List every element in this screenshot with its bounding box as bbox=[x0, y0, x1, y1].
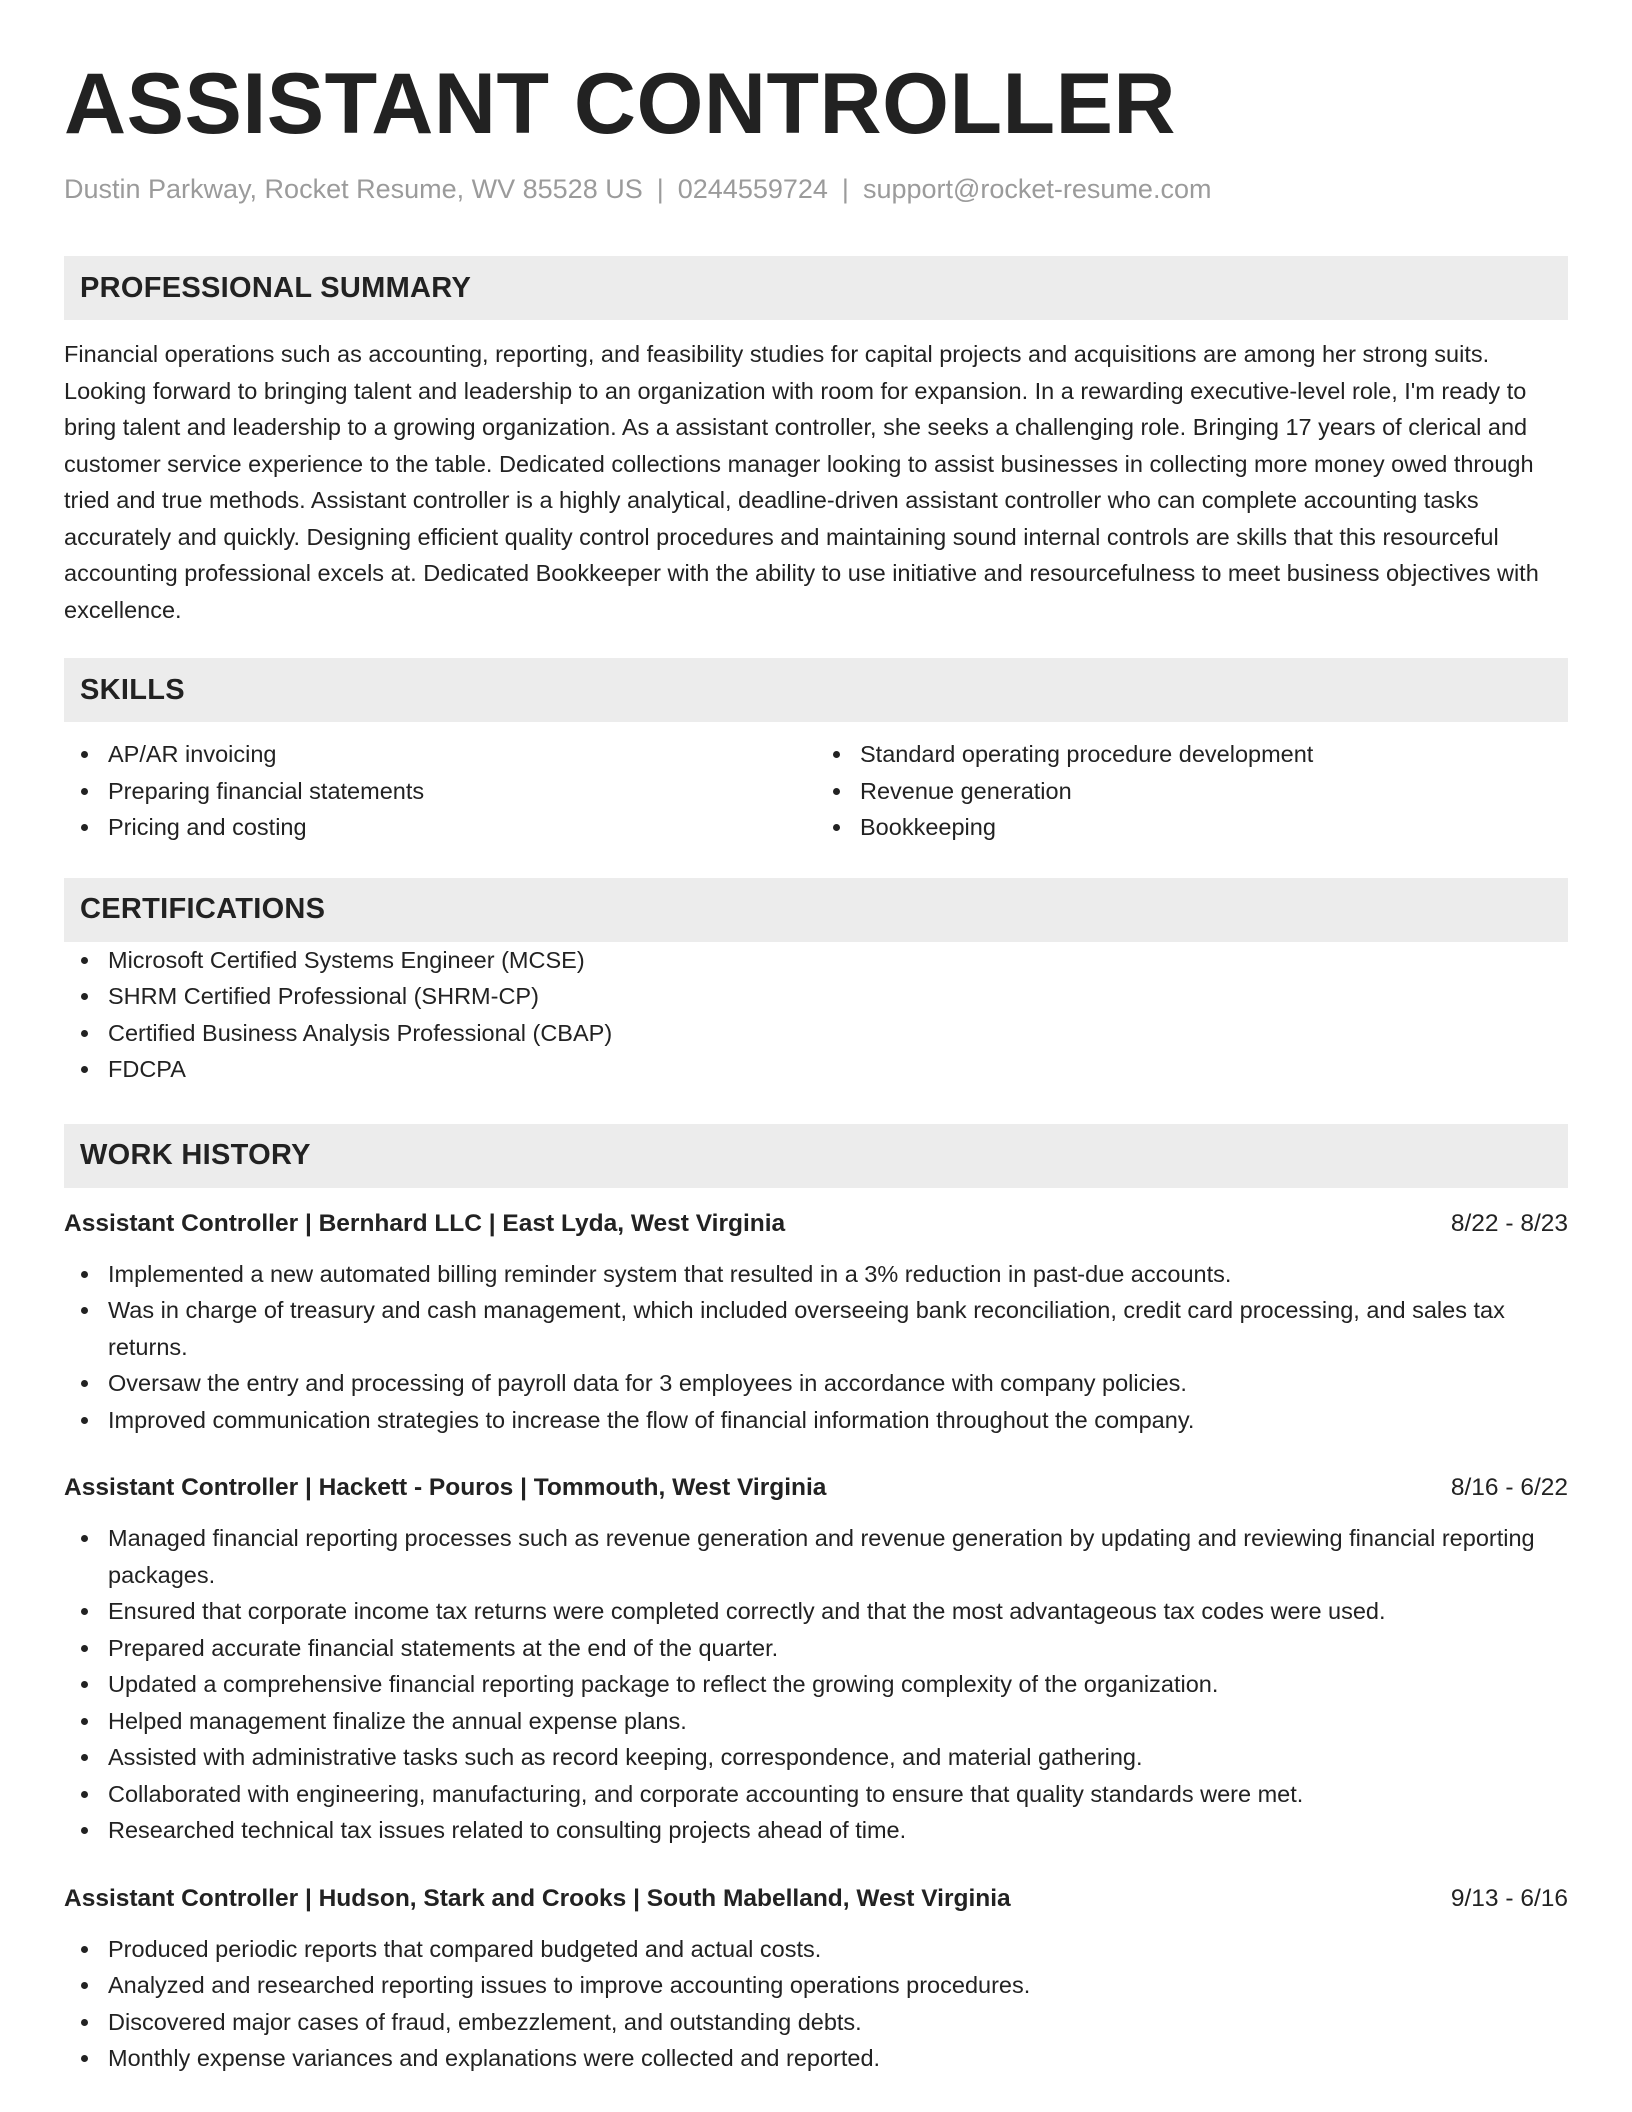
job-bullet: Monthly expense variances and explanations were collected and reported. bbox=[64, 2040, 1568, 2077]
job-bullets bbox=[64, 1256, 1568, 1439]
job-bullet: Managed financial reporting processes such as revenue generation and revenue generation by updating and reviewing financial reporting packages. bbox=[64, 1520, 1568, 1593]
skills-column-right bbox=[816, 736, 1568, 846]
job-header bbox=[64, 1883, 1568, 1915]
job-bullet: Implemented a new automated billing reminder system that resulted in a 3% reduction in past-due accounts. bbox=[64, 1256, 1568, 1293]
section-heading-skills: SKILLS bbox=[64, 658, 1568, 722]
section-heading-work-history: WORK HISTORY bbox=[64, 1124, 1568, 1188]
job-dates: 9/13 - 6/16 bbox=[1450, 1884, 1568, 1912]
skill-item: Standard operating procedure development bbox=[816, 736, 1568, 773]
job-bullet: Ensured that corporate income tax returns were completed correctly and that the most advantageous tax codes were used. bbox=[64, 1593, 1568, 1630]
job-title: Assistant Controller | Bernhard LLC | East Lyda, West Virginia bbox=[64, 1209, 786, 1237]
certifications-list bbox=[64, 942, 1568, 1088]
skill-item: AP/AR invoicing bbox=[64, 736, 816, 773]
job-bullet: Improved communication strategies to increase the flow of financial information throughout the company. bbox=[64, 1402, 1568, 1439]
job-entry bbox=[64, 1883, 1568, 2077]
job-bullets bbox=[64, 1931, 1568, 2077]
job-bullet: Discovered major cases of fraud, embezzlement, and outstanding debts. bbox=[64, 2004, 1568, 2041]
contact-separator: | bbox=[841, 174, 849, 204]
job-header bbox=[64, 1472, 1568, 1504]
skill-item: Revenue generation bbox=[816, 773, 1568, 810]
skill-item: Preparing financial statements bbox=[64, 773, 816, 810]
job-bullet: Produced periodic reports that compared budgeted and actual costs. bbox=[64, 1931, 1568, 1968]
certification-item: Microsoft Certified Systems Engineer (MCSE) bbox=[64, 942, 1568, 979]
section-heading-certifications: CERTIFICATIONS bbox=[64, 878, 1568, 942]
certification-item: Certified Business Analysis Professional (CBAP) bbox=[64, 1015, 1568, 1052]
job-bullet: Was in charge of treasury and cash management, which included overseeing bank reconciliation, credit card processing, and sales tax returns. bbox=[64, 1292, 1568, 1365]
job-bullet: Oversaw the entry and processing of payroll data for 3 employees in accordance with company policies. bbox=[64, 1365, 1568, 1402]
skill-item: Pricing and costing bbox=[64, 809, 816, 846]
contact-separator: | bbox=[656, 174, 664, 204]
job-bullet: Assisted with administrative tasks such as record keeping, correspondence, and material gathering. bbox=[64, 1739, 1568, 1776]
contact-address: Dustin Parkway, Rocket Resume, WV 85528 US bbox=[64, 174, 643, 204]
contact-phone: 0244559724 bbox=[677, 174, 828, 204]
job-header bbox=[64, 1208, 1568, 1240]
job-dates: 8/22 - 8/23 bbox=[1450, 1209, 1568, 1237]
job-bullet: Analyzed and researched reporting issues to improve accounting operations procedures. bbox=[64, 1967, 1568, 2004]
skill-item: Bookkeeping bbox=[816, 809, 1568, 846]
job-bullet: Helped management finalize the annual expense plans. bbox=[64, 1703, 1568, 1740]
job-bullet: Collaborated with engineering, manufacturing, and corporate accounting to ensure that quality standards were met. bbox=[64, 1776, 1568, 1813]
job-title: Assistant Controller | Hudson, Stark and Crooks | South Mabelland, West Virginia bbox=[64, 1884, 1011, 1912]
skills-column-left bbox=[64, 736, 816, 846]
section-heading-summary: PROFESSIONAL SUMMARY bbox=[64, 256, 1568, 320]
certification-item: SHRM Certified Professional (SHRM-CP) bbox=[64, 978, 1568, 1015]
job-title: Assistant Controller | Hackett - Pouros | Tommouth, West Virginia bbox=[64, 1474, 827, 1501]
certification-item: FDCPA bbox=[64, 1051, 1568, 1088]
contact-line bbox=[64, 172, 1568, 206]
job-bullet: Researched technical tax issues related to consulting projects ahead of time. bbox=[64, 1812, 1568, 1849]
job-dates: 8/16 - 6/22 bbox=[1450, 1474, 1568, 1501]
contact-email[interactable]: support@rocket-resume.com bbox=[862, 174, 1212, 204]
summary-paragraph: Financial operations such as accounting, reporting, and feasibility studies for capital projects and acquisitions are among her strong suits. Looking forward to bringing talent and leadership to an organization with room for expansion. In a rewarding executive-level role, I'm ready to bring talent and leadership to a growing organization. As a assistant controller, she seeks a challenging role. Bringing 17 years of clerical and customer service experience to the table. Dedicated collections manager looking to assist businesses in collecting more money owed through tried and true methods. Assistant controller is a highly analytical, deadline-driven assistant controller who can complete accounting tasks accurately and quickly. Designing efficient quality control procedures and maintaining sound internal controls are skills that this resourceful accounting professional excels at. Dedicated Bookkeeper with the ability to use initiative and resourcefulness to meet business objectives with excellence. bbox=[64, 341, 1539, 623]
job-bullet: Updated a comprehensive financial reporting package to reflect the growing complexity of the organization. bbox=[64, 1666, 1568, 1703]
job-bullet: Prepared accurate financial statements at the end of the quarter. bbox=[64, 1630, 1568, 1667]
skills-grid bbox=[64, 736, 1568, 846]
resume-title: ASSISTANT CONTROLLER bbox=[64, 56, 1177, 152]
job-entry bbox=[64, 1472, 1568, 1849]
job-entry bbox=[64, 1208, 1568, 1439]
job-bullets bbox=[64, 1520, 1568, 1849]
